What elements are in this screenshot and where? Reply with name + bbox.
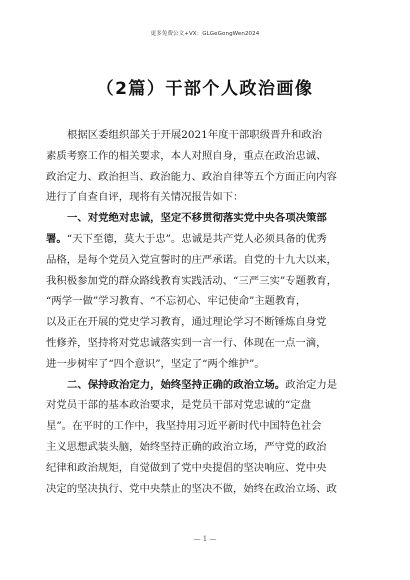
bold-heading-text: 二、保持政治定力，始终坚持正确的政治立场。	[67, 378, 286, 391]
line-text: 政治定力、政治担当、政治能力、政治自律等五个方面正向内容	[46, 170, 337, 183]
document-title: （2篇）干部个人政治画像	[96, 79, 314, 99]
line-text: 进行了自查自评，现将有关情况报告如下：	[46, 191, 244, 204]
body-line	[46, 187, 366, 208]
line-text: 进一步树牢了“四个意识”，坚定了“两个维护”。	[46, 357, 265, 370]
line-text: 政治定力是	[285, 378, 338, 391]
body-line	[46, 250, 366, 271]
body-line	[46, 354, 366, 375]
line-text: 星”。在平时的工作中，我坚持用习近平新时代中国特色社会	[46, 420, 322, 433]
header-note: 更多免费公文+VX：GLGeGongWen2024	[150, 31, 260, 37]
bold-heading-text: 署。	[46, 232, 67, 245]
document-body	[46, 125, 366, 499]
body-line	[46, 208, 366, 229]
body-line	[46, 333, 366, 354]
body-line	[46, 416, 366, 437]
bold-heading-text: 一、对党绝对忠诚，坚定不移贯彻落实党中央各项决策部	[67, 212, 327, 225]
line-text: “天下至德，莫大于忠”。忠诚是共产党人必须具备的优秀	[66, 232, 327, 245]
line-text: 决定的坚决执行、党中央禁止的坚决不做，始终在政治立场、政	[46, 482, 337, 495]
line-text: “两学一做”学习教育、“不忘初心、牢记使命”主题教育，	[46, 295, 307, 308]
line-text: 品格，是每个党员入党宣誓时的庄严承诺。自党的十九大以来，	[46, 253, 337, 266]
body-line	[46, 375, 366, 396]
line-text: 性修养，坚持将对党忠诚落实到一言一行、体现在一点一滴，	[46, 336, 327, 349]
line-text: 以及正在开展的党史学习教育，通过理论学习不断锤炼自身党	[46, 316, 327, 329]
line-text: 我积极参加党的群众路线教育实践活动、“三严三实”专题教育，	[46, 274, 338, 287]
body-line	[46, 271, 366, 292]
body-line	[46, 167, 366, 188]
body-line	[46, 395, 366, 416]
line-text: 主义思想武装头脑，始终坚持正确的政治立场，严守党的政治	[46, 440, 327, 453]
line-text: 根据区委组织部关于开展2021年度干部职级晋升和政治	[67, 129, 323, 141]
body-line	[46, 479, 366, 500]
body-line	[46, 229, 366, 250]
body-line	[46, 458, 366, 479]
body-line	[46, 125, 366, 146]
body-line	[46, 291, 366, 312]
page-number: — 1 —	[193, 535, 217, 543]
line-text: 纪律和政治规矩，自觉做到了党中央提倡的坚决响应、党中央	[46, 461, 327, 474]
line-text: 对党员干部的基本政治要求，是党员干部对党忠诚的“定盘	[46, 399, 312, 412]
body-line	[46, 437, 366, 458]
body-line	[46, 146, 366, 167]
body-line	[46, 312, 366, 333]
line-text: 素质考察工作的相关要求，本人对照自身，重点在政治忠诚、	[46, 149, 327, 162]
